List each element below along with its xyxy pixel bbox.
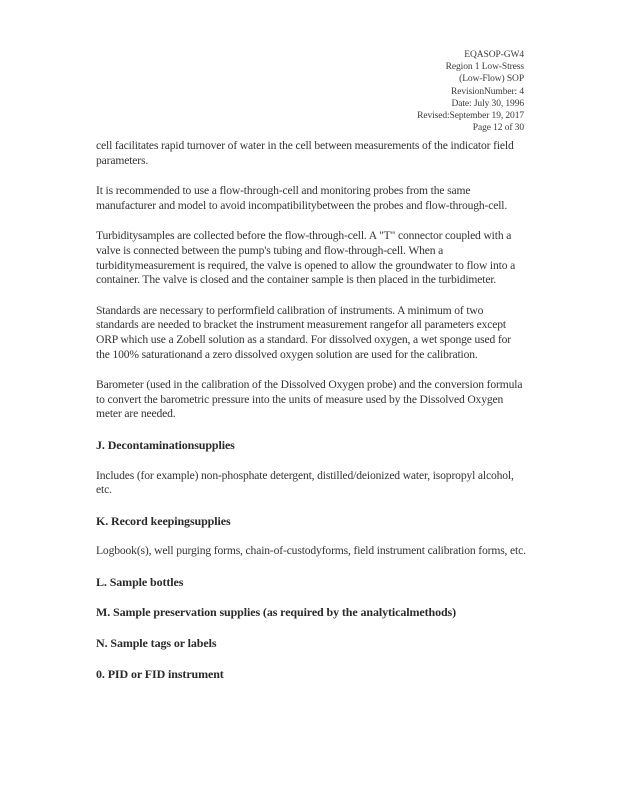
paragraph-barometer: Barometer (used in the calibration of the Dissolved Oxygen probe) and the conversion formula to convert the barometric pressure into the units of measure used by the Dissolved Oxygen meter are needed.: [96, 378, 523, 421]
header-sop-type: (Low-Flow) SOP: [459, 74, 524, 85]
section-heading-sample-preservation: M. Sample preservation supplies (as required by the analyticalmethods): [96, 605, 457, 620]
header-doc-id: EQASOP-GW4: [464, 50, 524, 60]
header-page-number: Page 12 of 30: [472, 123, 524, 134]
section-heading-sample-bottles: L. Sample bottles: [96, 574, 184, 589]
paragraph-record-keeping-items: Logbook(s), well purging forms, chain-of-custodyforms, field instrument calibration forms, etc.: [96, 544, 526, 558]
section-heading-record-keeping: K. Record keepingsupplies: [96, 513, 231, 528]
document-body: [96, 139, 526, 697]
header-date: Date: July 30, 1996: [451, 98, 524, 109]
paragraph-flow-cell-turnover: cell facilitates rapid turnover of water in the cell between measurements of the indicator field parameters.: [96, 139, 514, 167]
section-heading-pid-fid: 0. PID or FID instrument: [96, 666, 224, 681]
header-revised-date: Revised:September 19, 2017: [417, 111, 524, 122]
paragraph-turbidity-samples: Turbiditysamples are collected before the flow-through-cell. A "T" connector coupled with a valve is connected between the pump's tubing and flow-through-cell. When a turbiditymeasurement is required, the valve is opened to allow the groundwater to flow into a container. The valve is closed and the container sample is then placed in the turbidimeter.: [96, 229, 516, 287]
section-heading-decontamination: J. Decontaminationsupplies: [96, 437, 235, 452]
header-region: Region 1 Low-Stress: [445, 62, 524, 73]
paragraph-decontamination-items: Includes (for example) non-phosphate detergent, distilled/deionized water, isopropyl alcohol, etc.: [96, 468, 514, 497]
paragraph-flow-cell-recommendation: It is recommended to use a flow-through-cell and monitoring probes from the same manufacturer and model to avoid incompatibilitybetween the probes and flow-through-cell.: [96, 184, 508, 212]
section-heading-sample-tags: N. Sample tags or labels: [96, 636, 217, 651]
header-revision-number: RevisionNumber: 4: [451, 86, 524, 97]
page-header: [417, 49, 524, 134]
paragraph-standards-calibration: Standards are necessary to performfield calibration of instruments. A minimum of two standards are needed to bracket the instrument measurement rangefor all parameters except ORP which use a Zobell solution as a standard. For dissolved oxygen, a wet sponge used for the 100% saturationand a zero dissolved oxygen solution are used for the calibration.: [96, 303, 511, 361]
